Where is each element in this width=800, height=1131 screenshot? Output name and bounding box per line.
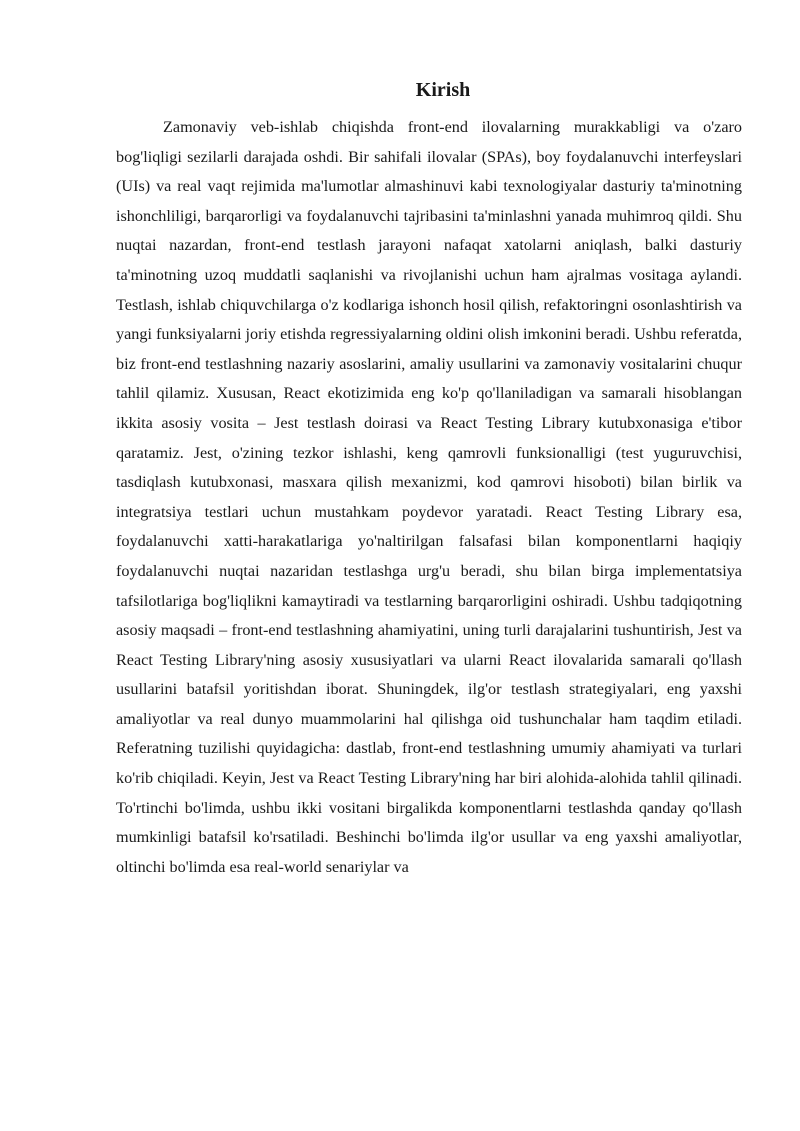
page-title: Kirish (415, 79, 471, 101)
intro-paragraph: Zamonaviy veb-ishlab chiqishda front-end ilovalarning murakkabligi va o'zaro bog'liqligi sezilarli darajada oshdi. Bir sahifali ilovalar (SPAs), boy foydalanuvchi interfeyslari (UIs) va real vaqt rejimida ma'lumotlar almashinuvi kabi texnologiyalar dasturiy ta'minotning ishonchliligi, barqarorligi va foydalanuvchi tajribasini ta'minlashni yanada muhimroq qildi. Shu nuqtai nazardan, front-end testlash jarayoni nafaqat xatolarni aniqlash, balki dasturiy ta'minotning uzoq muddatli saqlanishi va rivojlanishi uchun ham ajralmas vositaga aylandi. Testlash, ishlab chiquvchilarga o'z kodlariga ishonch hosil qilish, refaktoringni osonlashtirish va yangi funksiyalarni joriy etishda regressiyalarning oldini olish imkonini beradi. Ushbu referatda, biz front-end testlashning nazariy asoslarini, amaliy usullarini va zamonaviy vositalarini chuqur tahlil qilamiz. Xususan, React ekotizimida eng ko'p qo'llaniladigan va samarali hisoblangan ikkita asosiy vosita – Jest testlash doirasi va React Testing Library kutubxonasiga e'tibor qaratamiz. Jest, o'zining tezkor ishlashi, keng qamrovli funksionalligi (test yuguruvchisi, tasdiqlash kutubxonasi, masxara qilish mexanizmi, kod qamrovi hisoboti) bilan birlik va integratsiya testlari uchun mustahkam poydevor yaratadi. React Testing Library esa, foydalanuvchi xatti-harakatlariga yo'naltirilgan falsafasi bilan komponentlarni haqiqiy foydalanuvchi nuqtai nazaridan testlashga urg'u beradi, shu bilan birga implementatsiya tafsilotlariga bog'liqlikni kamaytiradi va testlarning barqarorligini oshiradi. Ushbu tadqiqotning asosiy maqsadi – front-end testlashning ahamiyatini, uning turli darajalarini tushuntirish, Jest va React Testing Library'ning asosiy xususiyatlari va ularni React ilovalarida samarali qo'llash usullarini batafsil yoritishdan iborat. Shuningdek, ilg'or testlash strategiyalari, eng yaxshi amaliyotlar va real dunyo muammolarini hal qilishga oid tushunchalar ham taqdim etiladi. Referatning tuzilishi quyidagicha: dastlab, front-end testlashning umumiy ahamiyati va turlari ko'rib chiqiladi. Keyin, Jest va React Testing Library'ning har biri alohida-alohida tahlil qilinadi. To'rtinchi bo'limda, ushbu ikki vositani birgalikda komponentlarni testlashda qanday qo'llash mumkinligi batafsil ko'rsatiladi. Beshinchi bo'limda ilg'or usullar va eng yaxshi amaliyotlar, oltinchi bo'limda esa real-world senariylar va (116, 118, 742, 876)
